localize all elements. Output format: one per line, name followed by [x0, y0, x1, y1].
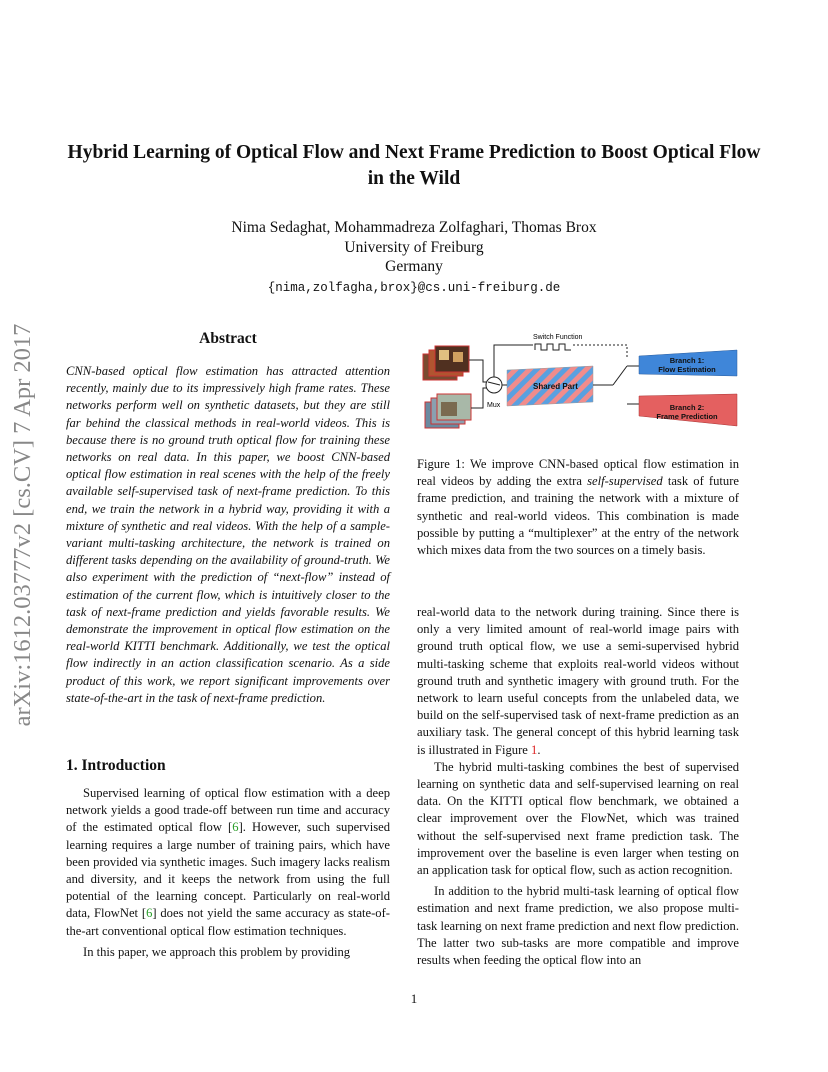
citation-link[interactable]: 6 — [146, 906, 153, 921]
right-paragraph-1 — [417, 604, 739, 759]
branch-2-subtitle: Frame Prediction — [656, 412, 718, 421]
page-number: 1 — [410, 991, 418, 1006]
figure-reference-link[interactable]: 1 — [531, 742, 538, 757]
paper-title: Hybrid Learning of Optical Flow and Next Frame Prediction to Boost Optical Flow in the Wild — [67, 142, 761, 189]
caption-text-post: task of future frame prediction, and training the network with a mixture of synthetic and real-world videos. This combination is made possible by putting a “multiplexer” at the entry of the network which mixes data from the two sources on a timely basis. — [417, 474, 739, 558]
abstract-text: CNN-based optical flow estimation has attracted attention recently, mainly due to its impressively high frame rates. These networks perform well on synthetic datasets, but they are still far behind the classical methods in real-world videos. This is because there is no ground truth optical flow for training these networks on real data. In this paper, we boost CNN-based optical flow estimation in real scenes with the help of the freely available self-supervised task of next-frame prediction. To this end, we train the network in a hybrid way, providing it with a mixture of synthetic and real videos. With the help of a sample-variant multi-tasking architecture, the network is trained on different tasks depending on the availability of ground-truth. We also experiment with the prediction of “next-flow” instead of estimation of the current flow, which is intuitively closer to the task of next-frame prediction and yields favorable results. We demonstrate the improvement in optical flow estimation on the real-world KITTI benchmark. Additionally, we test the optical flow indirectly in an action classification scenario. As a side product of this work, we report significant improvements over state-of-the-art in the task of next-frame prediction. — [66, 364, 390, 705]
caption-text-pre: Figure 1: We improve CNN-based optical flow estimation in real videos by adding the extra — [417, 457, 739, 489]
section-heading-introduction: 1. Introduction — [66, 757, 166, 774]
arxiv-stamp-text: arXiv:1612.03777v2 [cs.CV] 7 Apr 2017 — [9, 323, 36, 727]
intro-p1-text-a: Supervised learning of optical flow estimation with a deep network yields a good trade-off between run time and accuracy of the estimated optical flow [ — [66, 786, 390, 835]
intro-left-column — [66, 785, 390, 961]
right-column-body — [417, 604, 739, 969]
citation-link[interactable]: 6 — [232, 820, 239, 835]
intro-p1-text-c: ] does not yield the same accuracy as state-of-the-art conventional optical flow estimation techniques. — [66, 906, 390, 938]
branch-1-title: Branch 1: — [669, 356, 705, 365]
figure-1-diagram — [417, 330, 739, 440]
synthetic-frames-icon — [423, 346, 469, 380]
author-email: {nima,zolfagha,brox}@cs.uni-freiburg.de — [267, 280, 561, 295]
switch-signal-icon — [535, 344, 571, 350]
figure-1 — [417, 330, 739, 440]
right-p1-text: real-world data to the network during training. Since there is only a very limited amount of real-world image pairs with ground truth optical flow, we use a semi-supervised hybrid multi-tasking scheme that exploits real-world videos without ground truth and synthetic imagery with ground truth. For the network to learn useful concepts from the unlabeled data, we build on the self-supervised task of next-frame prediction as an auxiliary task. The general concept of this hybrid learning task is illustrated in Figure — [417, 605, 739, 757]
affiliation: University of Freiburg — [344, 238, 484, 256]
switch-function-label: Switch Function — [533, 334, 583, 341]
author-names: Nima Sedaghat, Mohammadreza Zolfaghari, Thomas Brox — [231, 219, 597, 236]
arxiv-stamp — [4, 290, 42, 760]
shared-part-label: Shared Part — [533, 382, 578, 391]
author-block — [60, 218, 768, 298]
branch-2-title: Branch 2: — [669, 403, 705, 412]
real-frames-icon — [425, 394, 471, 428]
right-p1-end: . — [537, 742, 541, 757]
intro-paragraph-2: In this paper, we approach this problem by providing — [83, 944, 351, 959]
right-paragraph-3: In addition to the hybrid multi-task learning of optical flow estimation and next frame prediction, we also propose multi-task learning on next frame prediction and next flow prediction. The latter two sub-tasks are more compatible and improve results when feeding the optical flow into an — [417, 884, 739, 968]
figure-1-caption — [417, 456, 739, 559]
branch-1-subtitle: Flow Estimation — [658, 365, 716, 374]
country: Germany — [385, 258, 443, 275]
intro-p1-text-b: ]. However, such supervised learning requires a large number of training pairs, which have been provided via synthetic images. Such imagery lacks realism and diversity, and it keeps the network from using the full potential of the learning concept. Particularly on real-world data, FlowNet [ — [66, 820, 390, 921]
intro-paragraph-1 — [66, 785, 390, 940]
abstract-heading: Abstract — [199, 330, 257, 347]
caption-emphasis: self-supervised — [587, 474, 663, 489]
right-paragraph-2: The hybrid multi-tasking combines the best of supervised learning on synthetic data and self-supervised learning on real data. On the KITTI optical flow benchmark, we obtained a clear improvement over the FlowNet, which was trained without the self-supervised next frame prediction task. The improvement over the baseline is even larger when testing on an application task for optical flow, such as action recognition. — [417, 759, 739, 878]
mux-label: Mux — [487, 402, 501, 409]
